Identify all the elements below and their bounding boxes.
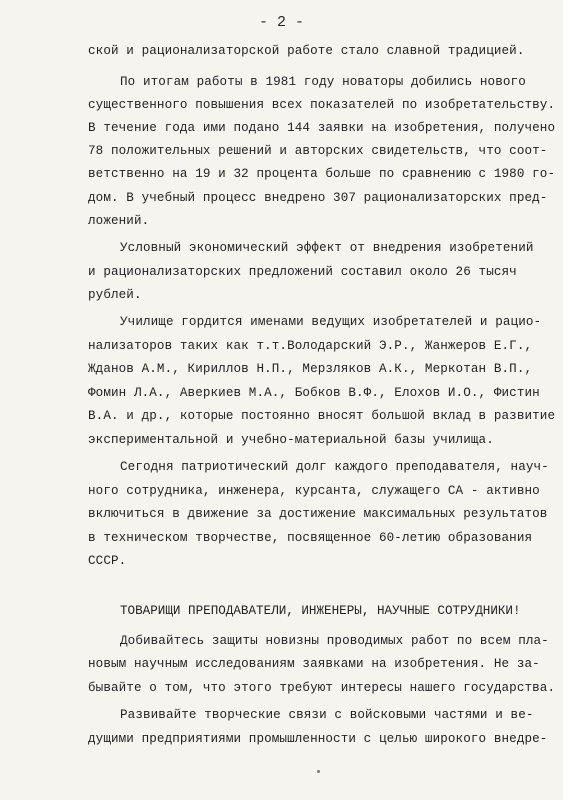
text-line: новым научным исследованиям заявками на изобретения. Не за- (88, 657, 540, 671)
text-line: По итогам работы в 1981 году новаторы добились нового (120, 75, 526, 89)
text-line: Добивайтесь защиты новизны проводимых работ по всем пла- (120, 634, 549, 648)
text-line: В течение года ими подано 144 заявки на изобретения, получено (88, 121, 556, 135)
text-line: Развивайте творческие связи с войсковыми частями и ве- (120, 708, 534, 722)
text-line: Училище гордится именами ведущих изобретателей и рацио- (120, 315, 542, 329)
text-line: ской и рационализаторской работе стало славной традицией. (88, 44, 525, 58)
text-line: и рационализаторских предложений составил около 26 тысяч (88, 265, 517, 279)
appeal-heading: ТОВАРИЩИ ПРЕПОДАВАТЕЛИ, ИНЖЕНЕРЫ, НАУЧНЫЕ СОТРУДНИКИ! (120, 604, 521, 618)
text-line: существенного повышения всех показателей по изобретательству. (88, 98, 556, 112)
text-line: рублей. (88, 288, 142, 302)
text-line: в техническом творчестве, посвященное 60-летию образования (88, 531, 533, 545)
text-line: Условный экономический эффект от внедрения изобретений (120, 241, 534, 255)
text-line: 78 положительных решений и авторских свидетельств, что соот- (88, 144, 548, 158)
text-line: ного сотрудника, инженера, курсанта, служащего СА - активно (88, 484, 540, 498)
ink-speck (317, 770, 320, 773)
text-line: ветственно на 19 и 32 процента больше по сравнению с 1980 го- (88, 167, 556, 181)
text-line: СССР. (88, 554, 127, 568)
text-line: Фомин Л.А., Аверкиев М.А., Бобков В.Ф., Елохов И.О., Фистин (88, 386, 540, 400)
text-line: Сегодня патриотический долг каждого преподавателя, науч- (120, 460, 549, 474)
text-line: включиться в движение за достижение максимальных результатов (88, 507, 548, 521)
text-line: бывайте о том, что этого требуют интересы нашего государства. (88, 681, 556, 695)
page-number: - 2 - (258, 14, 304, 31)
text-line: нализаторов таких как т.т.Володарский Э.Р., Жанжеров Е.Г., (88, 339, 533, 353)
text-line: В.А. и др., которые постоянно вносят большой вклад в развитие (88, 409, 556, 423)
text-line: дущими предприятиями промышленности с целью широкого внедре- (88, 732, 548, 746)
text-line: Жданов А.М., Кириллов Н.П., Мерзляков А.К., Меркотан В.П., (88, 362, 533, 376)
text-line: ложений. (88, 214, 150, 228)
text-line: экспериментальной и учебно-материальной базы училища. (88, 433, 494, 447)
text-line: дом. В учебный процесс внедрено 307 рационализаторских пред- (88, 191, 548, 205)
